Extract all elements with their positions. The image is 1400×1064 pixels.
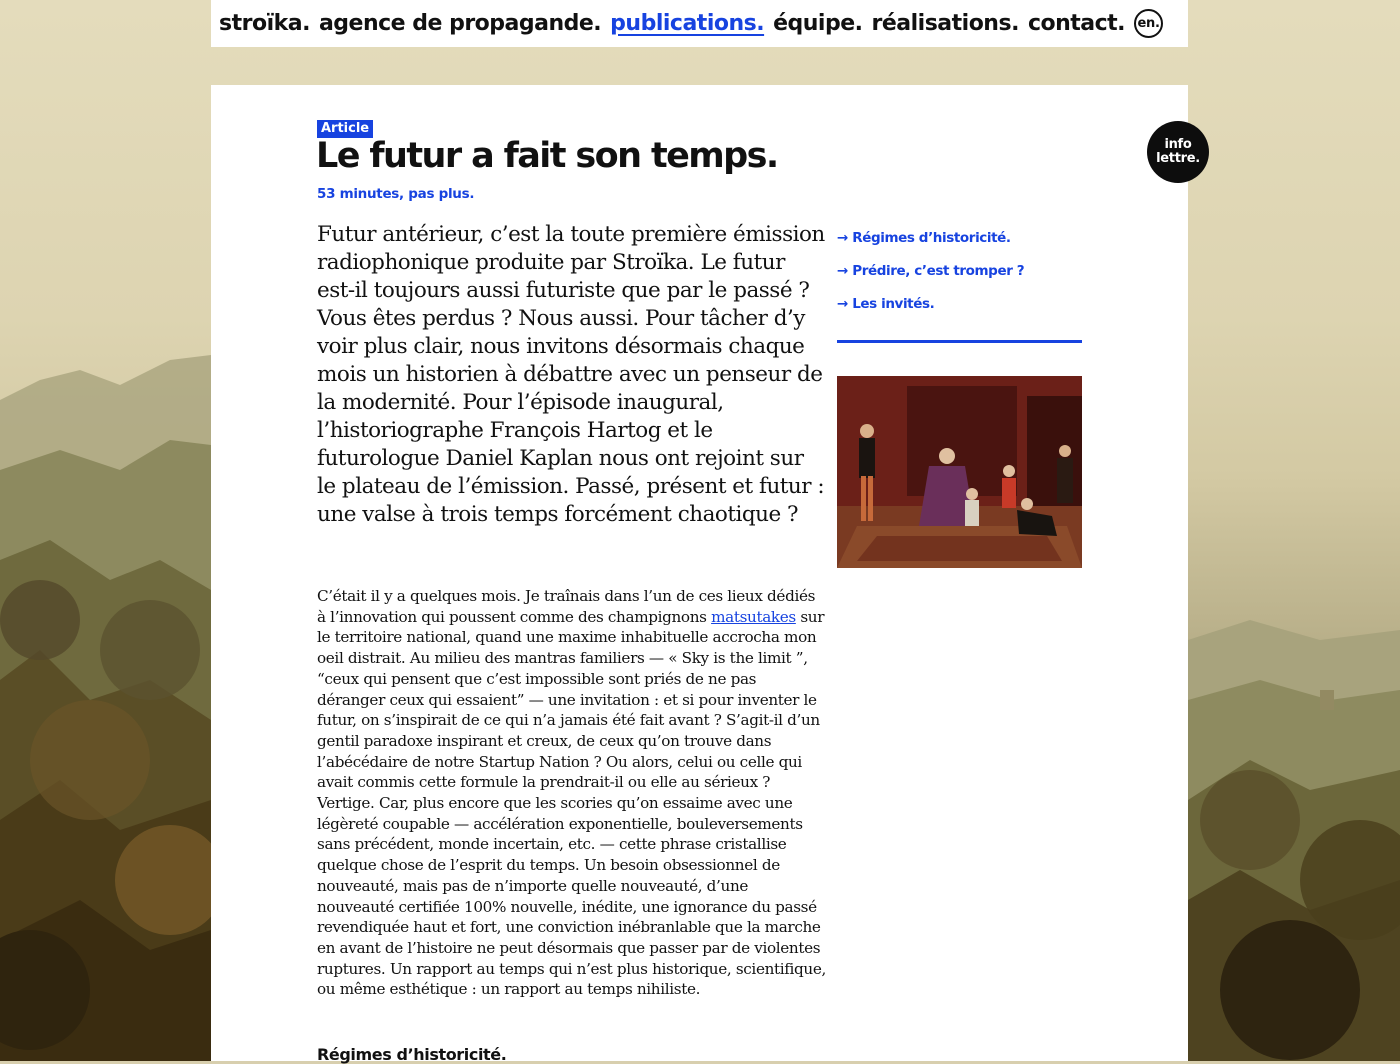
toc-item-predire[interactable]: → Prédire, c’est tromper ? <box>837 263 1025 279</box>
nav-item-agence[interactable]: agence de propagande. <box>318 11 602 36</box>
language-switch-button[interactable]: en. <box>1134 9 1163 38</box>
toc-divider <box>837 340 1082 343</box>
top-navigation <box>211 0 1188 47</box>
newsletter-label-line1: info <box>1164 137 1192 152</box>
nav-item-contact[interactable]: contact. <box>1027 11 1126 36</box>
article-intro: Futur antérieur, c’est la toute première émission radiophonique produite par Stroïka. Le futur est-il toujours aussi futuriste que par le passé ? Vous êtes perdus ? Nous aussi. Pour tâcher d’y voir plus clair, nous invitons désormais chaque mois un historien à débattre avec un penseur de la modernité. Pour l’épisode inaugural, l’historiographe François Hartog et le futurologue Daniel Kaplan nous ont rejoint sur le plateau de l’émission. Passé, présent et futur : une valse à trois temps forcément chaotique ? <box>317 222 825 527</box>
body-text-start: C’était il y a quelques mois. Je traînais dans l’un de ces lieux dédiés à l’innovation qui poussent comme des champignons <box>317 587 816 626</box>
nav-item-publications[interactable]: publications. <box>610 11 765 36</box>
article-type-badge: Article <box>317 120 373 138</box>
newsletter-button[interactable] <box>1147 121 1209 183</box>
nav-item-realisations[interactable]: réalisations. <box>871 11 1019 36</box>
reading-time: 53 minutes, pas plus. <box>317 186 475 202</box>
body-text-end: sur le territoire national, quand une maxime inhabituelle accrocha mon oeil distrait. Au milieu des mantras familiers — « Sky is the limit ”, “ceux qui pensent que c’est impossible sont priés de ne pas déranger ceux qui essaient” — une invitation : et si pour inventer le futur, on s’inspirait de ce qui n’a jamais été fait avant ? S’agit-il d’un gentil paradoxe inspirant et creux, de ceux qu’on trouve dans l’abécédaire de notre Startup Nation ? Ou alors, celui ou celle qui avait commis cette formule la prendrait-il ou elle au sérieux ? Vertige. Car, plus encore que les scories qu’on essaime avec une légèreté coupable — accélération exponentielle, bouleversements sans précédent, monde incertain, etc. — cette phrase cristallise quelque chose de l’esprit du temps. Un besoin obsessionnel de nouveauté, mais pas de n’importe quelle nouveauté, d’une nouveauté certifiée 100% nouvelle, inédite, une ignorance du passé revendiquée haut et fort, une conviction inébranlable que la marche en avant de l’histoire ne peut désormais que passer par de violentes ruptures. Un rapport au temps qui n’est plus historique, scientifique, ou même esthétique : un rapport au temps nihiliste. <box>317 607 826 999</box>
newsletter-label-line2: lettre. <box>1156 151 1200 166</box>
toc-item-regimes[interactable]: → Régimes d’historicité. <box>837 230 1011 246</box>
nav-item-equipe[interactable]: équipe. <box>773 11 863 36</box>
matsutakes-link[interactable]: matsutakes <box>711 607 796 626</box>
page-title: Le futur a fait son temps. <box>316 136 778 176</box>
section-heading: Régimes d’historicité. <box>317 1045 507 1064</box>
table-of-contents <box>837 230 1082 329</box>
nav-item-stroika[interactable]: stroïka. <box>219 11 310 36</box>
toc-item-invites[interactable]: → Les invités. <box>837 296 935 312</box>
article-painting-image <box>837 376 1082 568</box>
article-body <box>317 586 827 1000</box>
